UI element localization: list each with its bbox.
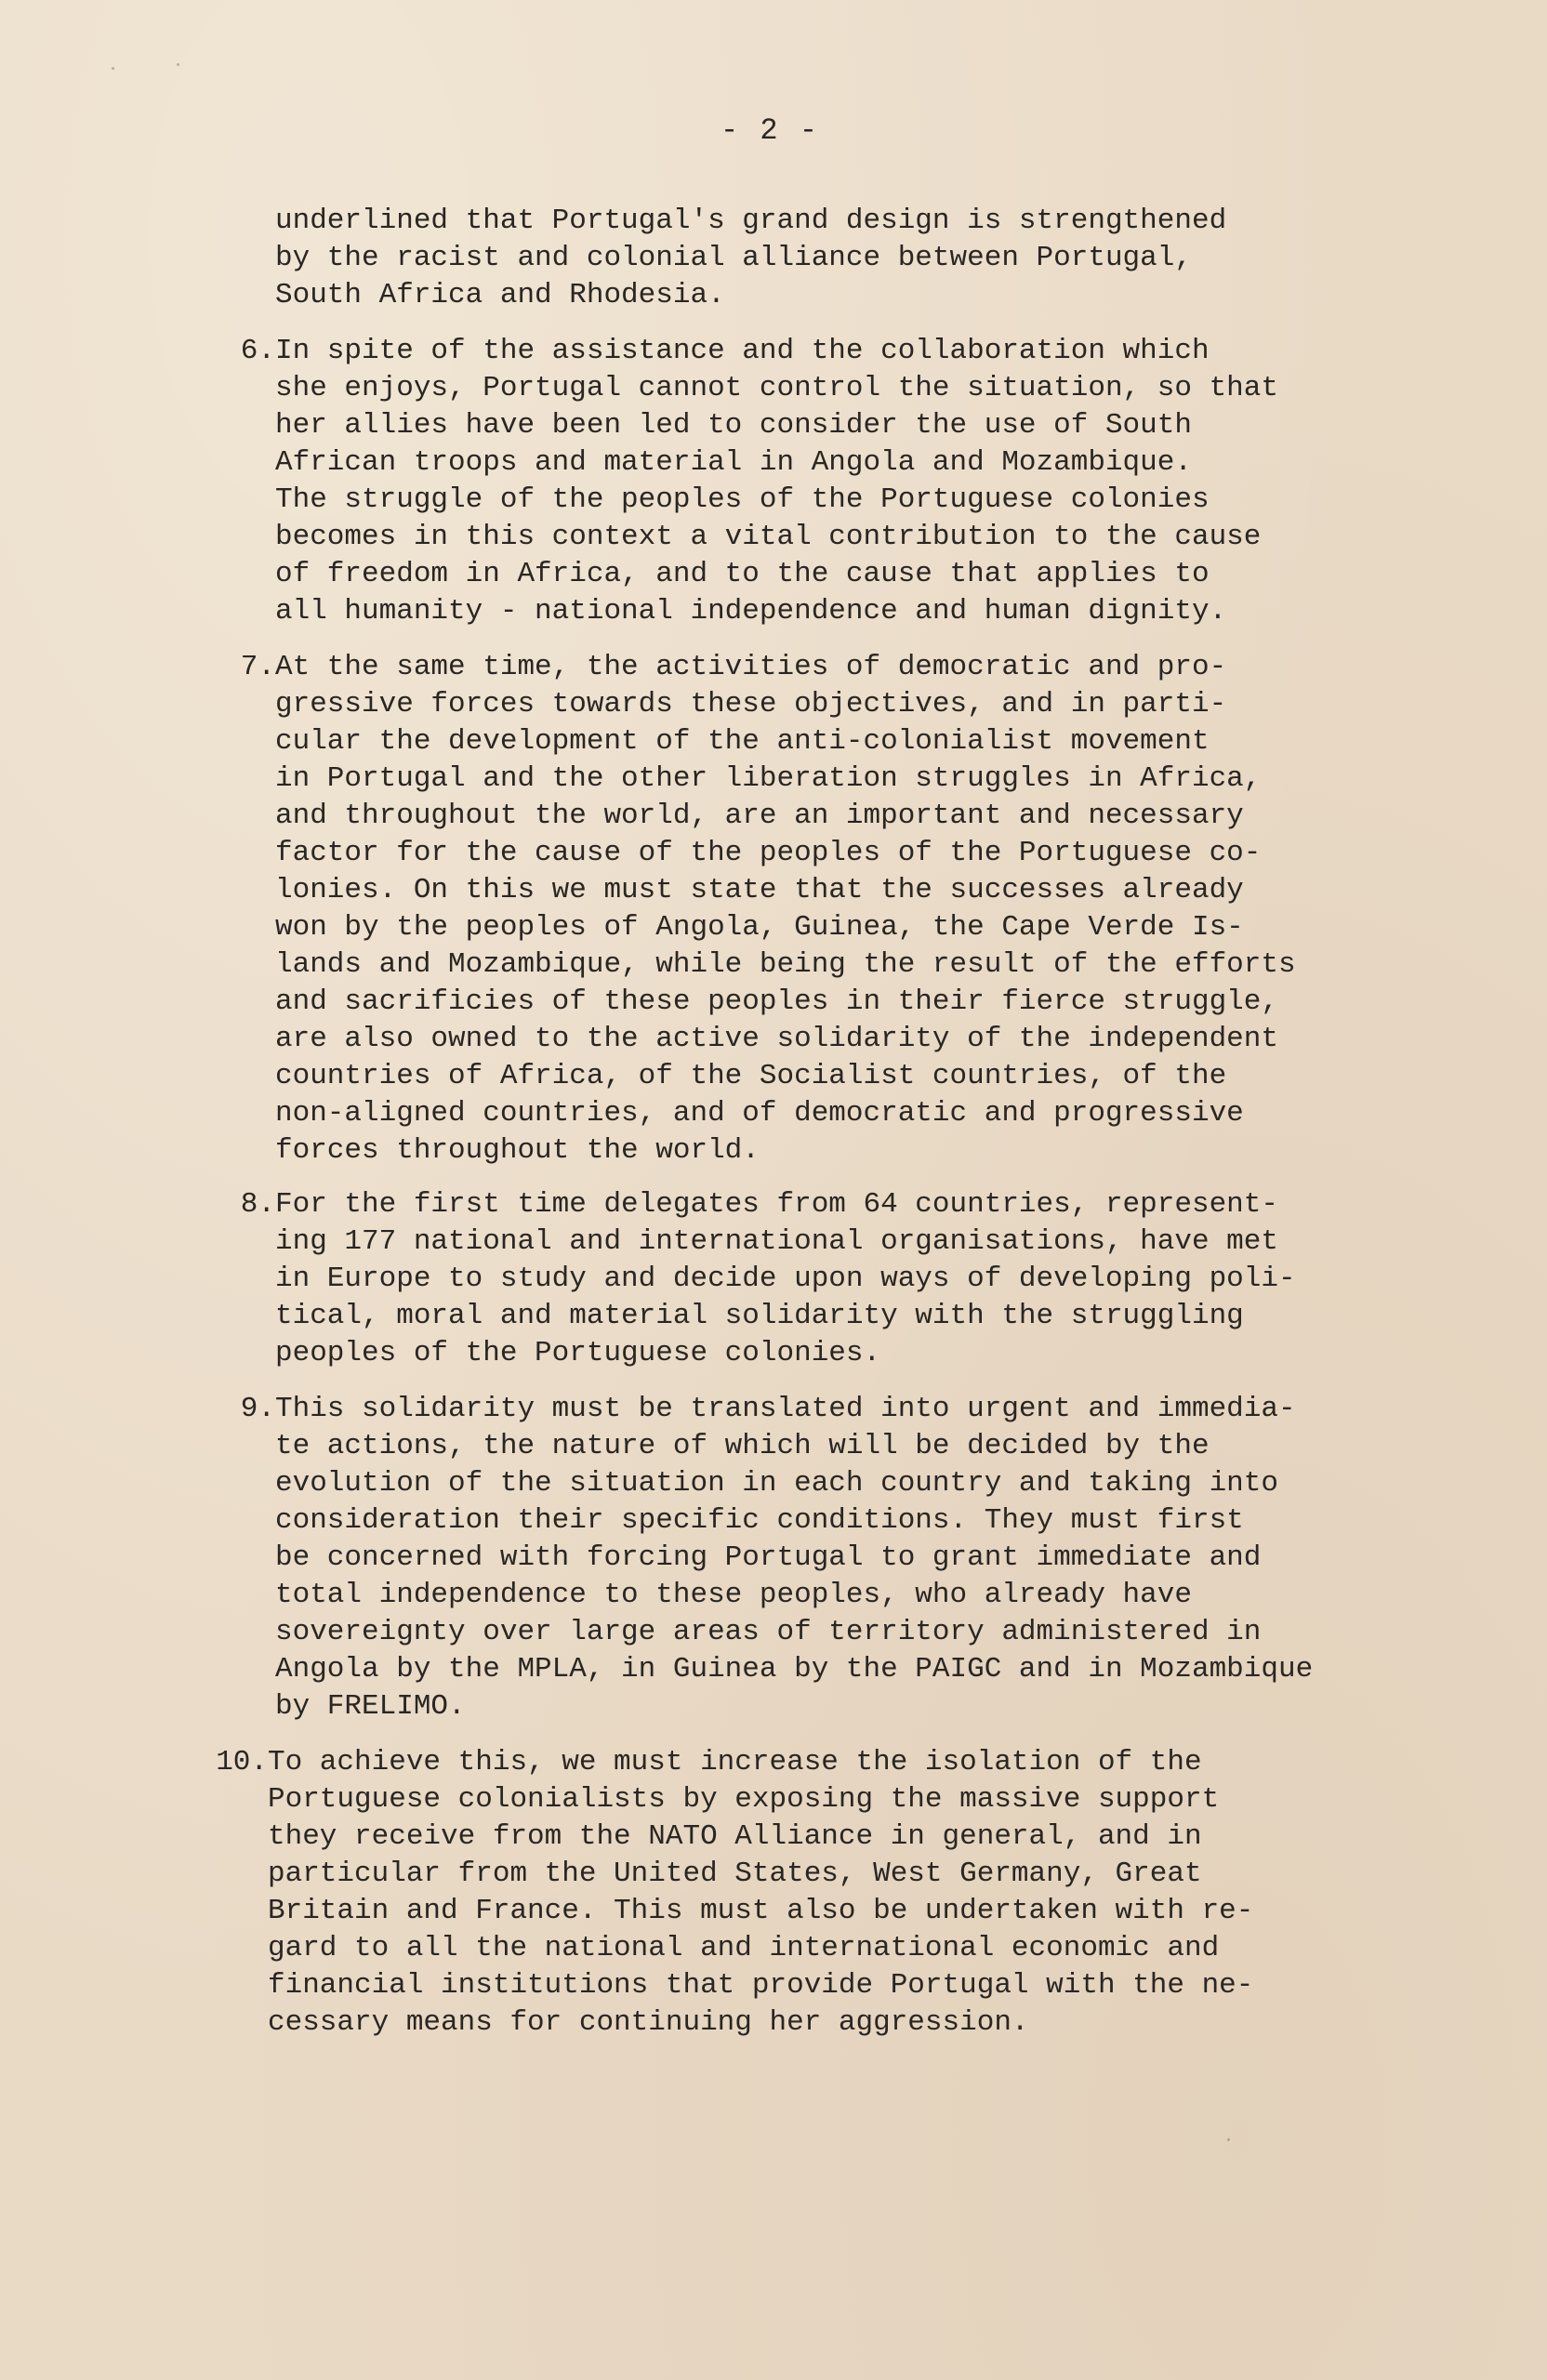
paragraph-text: To achieve this, we must increase the isolation of the Portuguese colonialists by exposing the massive support they receive from the NATO Alliance in general, and in particular from the United States, West Germany, Great Britain and France. This must also be undertaken with re- gard to all the national and international economic and financial institutions that provide Portugal with the ne- cessary means for continuing her aggression.: [268, 1746, 1254, 2039]
continued-paragraph: underlined that Portugal's grand design is strengthened by the racist and colonial alliance between Portugal, South Africa and Rhodesia.: [275, 205, 1227, 311]
paragraph-text: At the same time, the activities of democratic and pro- gressive forces towards these objectives, and in parti- cular the development of the anti-colonialist movement in Portugal and the other liberation struggles in Africa, and throughout the world, are an important and necessary factor for the cause of the peoples of the Portuguese co- lonies. On this we must state that the successes already won by the peoples of Angola, Guinea, the Cape Verde Is- lands and Mozambique, while being the result of the efforts and sacrificies of these peoples in their fierce struggle, are also owned to the active solidarity of the independent countries of Africa, of the Socialist countries, of the non-aligned countries, and of democratic and progressive forces throughout the world.: [275, 651, 1296, 1167]
paper-speck: [177, 63, 179, 66]
paragraph-number: 6.: [240, 335, 275, 367]
paper-speck: [1227, 2138, 1230, 2141]
paragraph-number: 8.: [240, 1188, 275, 1221]
paragraph-number: 10.: [216, 1746, 268, 1778]
paragraph-text: This solidarity must be translated into urgent and immedia- te actions, the nature of which will be decided by the evolution of the situation in each country and taking into consideration their specific conditions. They must first be concerned with forcing Portugal to grant immediate and total independence to these peoples, who already have sovereignty over large areas of territory administered in Angola by the MPLA, in Guinea by the PAIGC and in Mozambique by FRELIMO.: [275, 1393, 1314, 1723]
page-number: - 2 -: [721, 113, 820, 148]
paragraph-number: 7.: [240, 651, 275, 683]
paper-speck: [112, 67, 114, 70]
paragraph-text: In spite of the assistance and the collaboration which she enjoys, Portugal cannot control the situation, so that her allies have been led to consider the use of South African troops and material in Angola and Mozambique. The struggle of the peoples of the Portuguese colonies becomes in this context a vital contribution to the cause of freedom in Africa, and to the cause that applies to all humanity - national independence and human dignity.: [275, 335, 1278, 628]
paragraph-text: For the first time delegates from 64 countries, represent- ing 177 national and international organisations, have met in Europe to study and decide upon ways of developing poli- tical, moral and material solidarity with the struggling peoples of the Portuguese colonies.: [275, 1188, 1296, 1369]
paragraph-number: 9.: [240, 1393, 275, 1425]
